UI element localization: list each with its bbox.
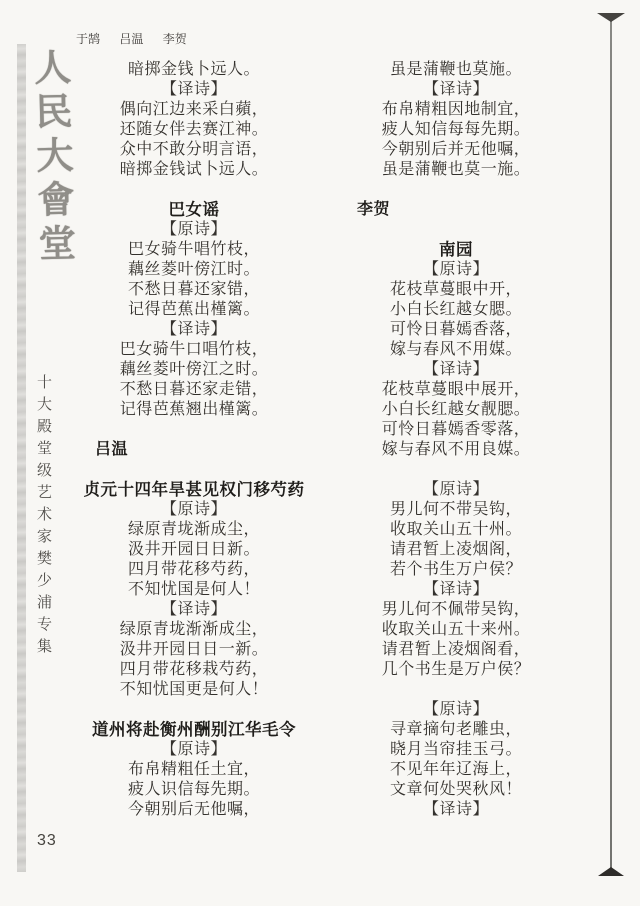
- section-marker: 【原诗】: [160, 221, 227, 238]
- poem-line: 今朝别后无他嘱，: [127, 801, 260, 818]
- spacer: [330, 180, 582, 200]
- right-column: [330, 60, 582, 820]
- poem-line: 可怜日暮嫣香落，: [389, 321, 522, 338]
- poem-line: 不愁日暮还家错，: [127, 281, 260, 298]
- crop-mark-line: [610, 17, 612, 875]
- spacer: [330, 220, 582, 240]
- poem-line: 请君暂上凌烟阁，: [389, 541, 522, 558]
- poem-line: 布帛精粗因地制宜，: [381, 101, 531, 118]
- spacer: [68, 420, 320, 440]
- poem-line: 请君暂上凌烟阁看，: [381, 641, 531, 658]
- poem-line: 寻章摘句老雕虫，: [389, 721, 522, 738]
- section-marker: 【译诗】: [160, 321, 227, 338]
- poem-line: 今朝别后并无他嘱，: [381, 141, 531, 158]
- spacer: [68, 460, 320, 480]
- author-name: 吕温: [95, 441, 129, 458]
- poem-line: 小白长红越女腮。: [389, 301, 522, 318]
- poem-line: 巴女骑牛口唱竹枝，: [119, 341, 269, 358]
- poem-title: 贞元十四年旱甚见权门移芍药: [83, 481, 305, 499]
- header-author-3: 李贺: [162, 32, 187, 46]
- poem-line: 汲井开园日日新。: [127, 541, 260, 558]
- section-marker: 【原诗】: [160, 501, 227, 518]
- poem-title: 巴女谣: [168, 201, 220, 219]
- poem-line: 绿原青垅渐渐成尘，: [119, 621, 269, 638]
- poem-line: 可怜日暮嫣香零落，: [381, 421, 531, 438]
- poem-line: 虽是蒲鞭也莫施。: [389, 61, 522, 78]
- poem-line: 藕丝菱叶傍江之时。: [119, 361, 269, 378]
- poem-title: 南园: [439, 241, 473, 259]
- section-marker: 【译诗】: [422, 361, 489, 378]
- poem-title: 道州将赴衡州酬别江华毛令: [92, 721, 296, 739]
- poem-line: 收取关山五十来州。: [381, 621, 531, 638]
- crop-mark-bottom-triangle-icon: [598, 867, 624, 876]
- poem-line: 嫁与春风不用媒。: [389, 341, 522, 358]
- poem-line: 几个书生是万户侯？: [381, 661, 531, 678]
- poem-line: 汲井开园日日一新。: [119, 641, 269, 658]
- poem-line: 花枝草蔓眼中展开，: [381, 381, 531, 398]
- poem-line: 记得芭蕉翘出槿篱。: [119, 401, 269, 418]
- poem-line: 疲人知信每每先期。: [381, 121, 531, 138]
- poem-line: 暗掷金钱卜远人。: [127, 61, 260, 78]
- poem-line: 男儿何不带吴钩，: [389, 501, 522, 518]
- poem-line: 四月带花移栽芍药，: [119, 661, 269, 678]
- poem-line: 嫁与春风不用良媒。: [381, 441, 531, 458]
- header-author-1: 于鹄: [76, 32, 101, 46]
- poem-line: 小白长红越女靓腮。: [381, 401, 531, 418]
- poem-line: 不见年年辽海上，: [389, 761, 522, 778]
- poem-line: 不知忧国更是何人！: [119, 681, 269, 698]
- spacer: [68, 700, 320, 720]
- section-marker: 【译诗】: [160, 81, 227, 98]
- section-marker: 【译诗】: [422, 801, 489, 818]
- poem-line: 收取关山五十州。: [389, 521, 522, 538]
- left-column: [68, 60, 320, 820]
- section-marker: 【原诗】: [422, 701, 489, 718]
- crop-mark-top-triangle-icon: [597, 13, 625, 22]
- poem-line: 布帛精粗任土宜，: [127, 761, 260, 778]
- series-caption: 十大殿堂级艺术家樊少浦专集: [35, 374, 52, 660]
- spacer: [68, 180, 320, 200]
- spacer: [330, 680, 582, 700]
- poem-line: 绿原青垅渐成尘，: [127, 521, 260, 538]
- poem-line: 偶向江边来采白蘋，: [119, 101, 269, 118]
- poem-line: 四月带花移芍药，: [127, 561, 260, 578]
- header-author-2: 吕温: [119, 32, 144, 46]
- poem-line: 巴女骑牛唱竹枝，: [127, 241, 260, 258]
- poem-line: 不知忧国是何人！: [127, 581, 260, 598]
- poem-line: 虽是蒲鞭也莫一施。: [381, 161, 531, 178]
- poem-line: 众中不敢分明言语，: [119, 141, 269, 158]
- poem-line: 暗掷金钱试卜远人。: [119, 161, 269, 178]
- poem-line: 还随女伴去赛江神。: [119, 121, 269, 138]
- section-marker: 【原诗】: [422, 261, 489, 278]
- poem-line: 记得芭蕉出槿篱。: [127, 301, 260, 318]
- section-marker: 【译诗】: [160, 601, 227, 618]
- poem-line: 男儿何不佩带吴钩，: [381, 601, 531, 618]
- section-marker: 【原诗】: [160, 741, 227, 758]
- poem-line: 文章何处哭秋风！: [389, 781, 522, 798]
- calligraphy-banner: 人民大會堂: [27, 47, 74, 269]
- poem-line: 不愁日暮还家走错，: [119, 381, 269, 398]
- page-number: 33: [37, 832, 57, 849]
- section-marker: 【原诗】: [422, 481, 489, 498]
- poem-line: 晓月当帘挂玉弓。: [389, 741, 522, 758]
- author-name: 李贺: [357, 201, 391, 218]
- spacer: [330, 460, 582, 480]
- poem-line: 花枝草蔓眼中开，: [389, 281, 522, 298]
- section-marker: 【译诗】: [422, 81, 489, 98]
- poem-line: 疲人识信每先期。: [127, 781, 260, 798]
- poem-line: 藕丝菱叶傍江时。: [127, 261, 260, 278]
- authors-header: [76, 30, 203, 47]
- poem-line: 若个书生万户侯？: [389, 561, 522, 578]
- section-marker: 【译诗】: [422, 581, 489, 598]
